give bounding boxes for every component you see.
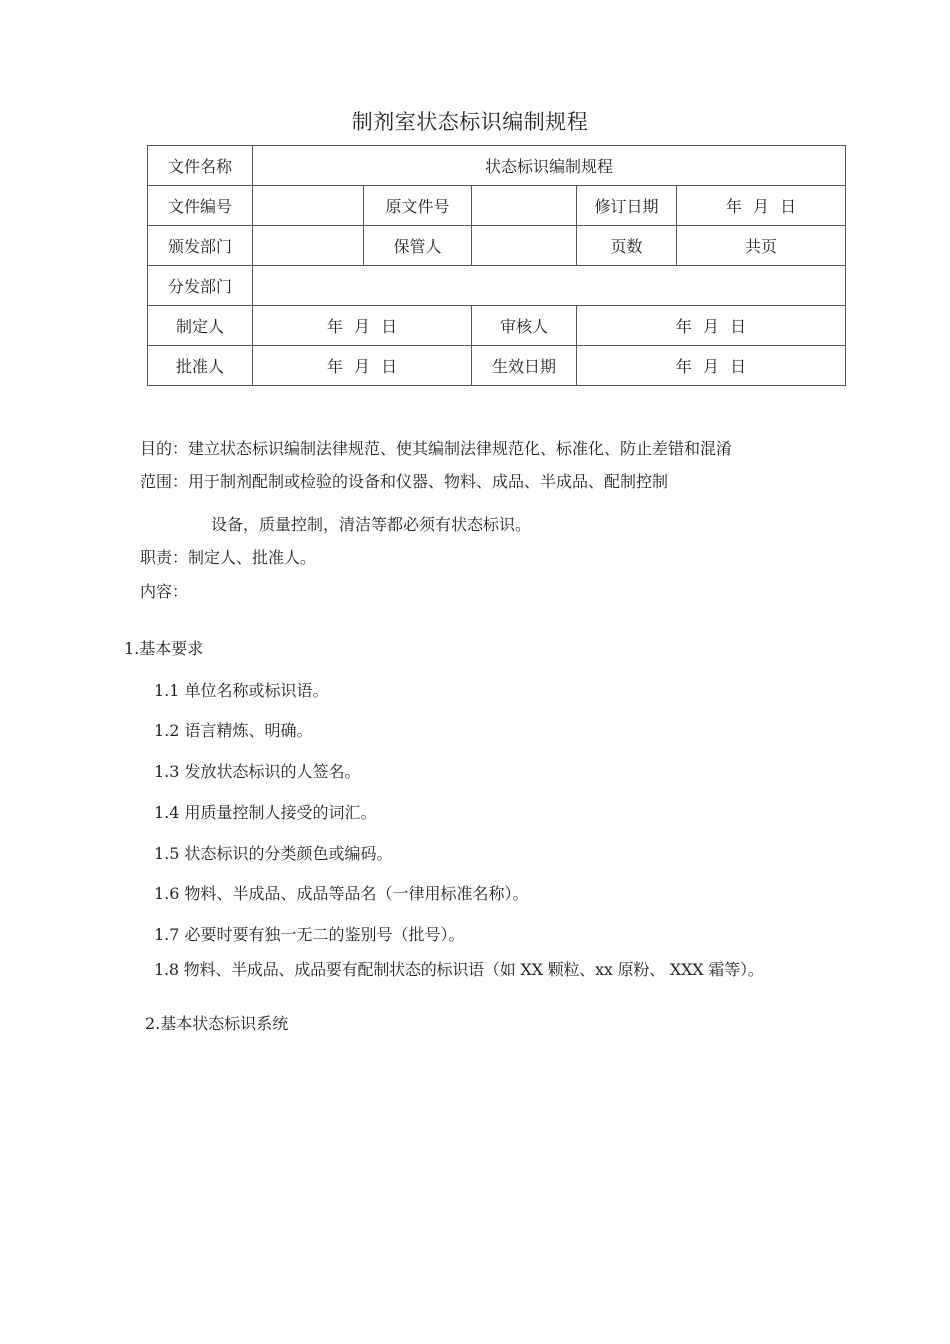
doc-no-label: 文件编号 bbox=[148, 186, 253, 226]
list-item: 1.8 物料、半成品、成品要有配制状态的标识语（如 XX 颗粒、xx 原粉、 XXX 霜等）。 bbox=[154, 960, 764, 979]
reviewer-label: 审核人 bbox=[472, 306, 577, 346]
issue-dept-label: 颁发部门 bbox=[148, 226, 253, 266]
scope-continuation: 设备，质量控制，清洁等都必须有状态标识。 bbox=[211, 515, 532, 534]
orig-doc-no-value bbox=[472, 186, 577, 226]
document-info-table bbox=[147, 145, 846, 386]
table-row bbox=[148, 146, 846, 186]
dist-dept-value bbox=[253, 266, 846, 306]
doc-name-label: 文件名称 bbox=[148, 146, 253, 186]
pages-value: 共页 bbox=[677, 226, 846, 266]
effective-date-value: 年 月 日 bbox=[577, 346, 846, 386]
author-label: 制定人 bbox=[148, 306, 253, 346]
list-item: 1.1 单位名称或标识语。 bbox=[154, 681, 329, 700]
list-item: 1.6 物料、半成品、成品等品名（一律用标准名称）。 bbox=[154, 884, 529, 903]
custodian-label: 保管人 bbox=[364, 226, 472, 266]
list-item: 1.5 状态标识的分类颜色或编码。 bbox=[154, 844, 393, 863]
list-item: 1.3 发放状态标识的人签名。 bbox=[154, 762, 361, 781]
revision-date-value: 年 月 日 bbox=[677, 186, 846, 226]
list-item: 1.4 用质量控制人接受的词汇。 bbox=[154, 803, 377, 822]
revision-date-label: 修订日期 bbox=[577, 186, 677, 226]
dist-dept-label: 分发部门 bbox=[148, 266, 253, 306]
scope-text: 范围：用于制剂配制或检验的设备和仪器、物料、成品、半成品、配制控制 bbox=[140, 472, 669, 491]
page-title: 制剂室状态标识编制规程 bbox=[351, 110, 589, 134]
approver-label: 批准人 bbox=[148, 346, 253, 386]
effective-date-label: 生效日期 bbox=[472, 346, 577, 386]
author-date: 年 月 日 bbox=[253, 306, 472, 346]
reviewer-date: 年 月 日 bbox=[577, 306, 846, 346]
approver-date: 年 月 日 bbox=[253, 346, 472, 386]
list-item: 1.2 语言精炼、明确。 bbox=[154, 721, 313, 740]
pages-label: 页数 bbox=[577, 226, 677, 266]
table-row bbox=[148, 226, 846, 266]
section-heading-1: 1.基本要求 bbox=[124, 639, 204, 658]
orig-doc-no-label: 原文件号 bbox=[364, 186, 472, 226]
doc-name-value: 状态标识编制规程 bbox=[253, 146, 846, 186]
table-row bbox=[148, 346, 846, 386]
doc-no-value bbox=[253, 186, 364, 226]
section-heading-2: 2.基本状态标识系统 bbox=[145, 1014, 289, 1033]
purpose-text: 目的：建立状态标识编制法律规范、使其编制法律规范化、标准化、防止差错和混淆 bbox=[140, 439, 733, 458]
table-row bbox=[148, 266, 846, 306]
content-label: 内容： bbox=[140, 582, 189, 601]
table-row bbox=[148, 186, 846, 226]
issue-dept-value bbox=[253, 226, 364, 266]
custodian-value bbox=[472, 226, 577, 266]
list-item: 1.7 必要时要有独一无二的鉴别号（批号）。 bbox=[154, 925, 465, 944]
table-row bbox=[148, 306, 846, 346]
responsibility-text: 职责：制定人、批准人。 bbox=[140, 548, 317, 567]
